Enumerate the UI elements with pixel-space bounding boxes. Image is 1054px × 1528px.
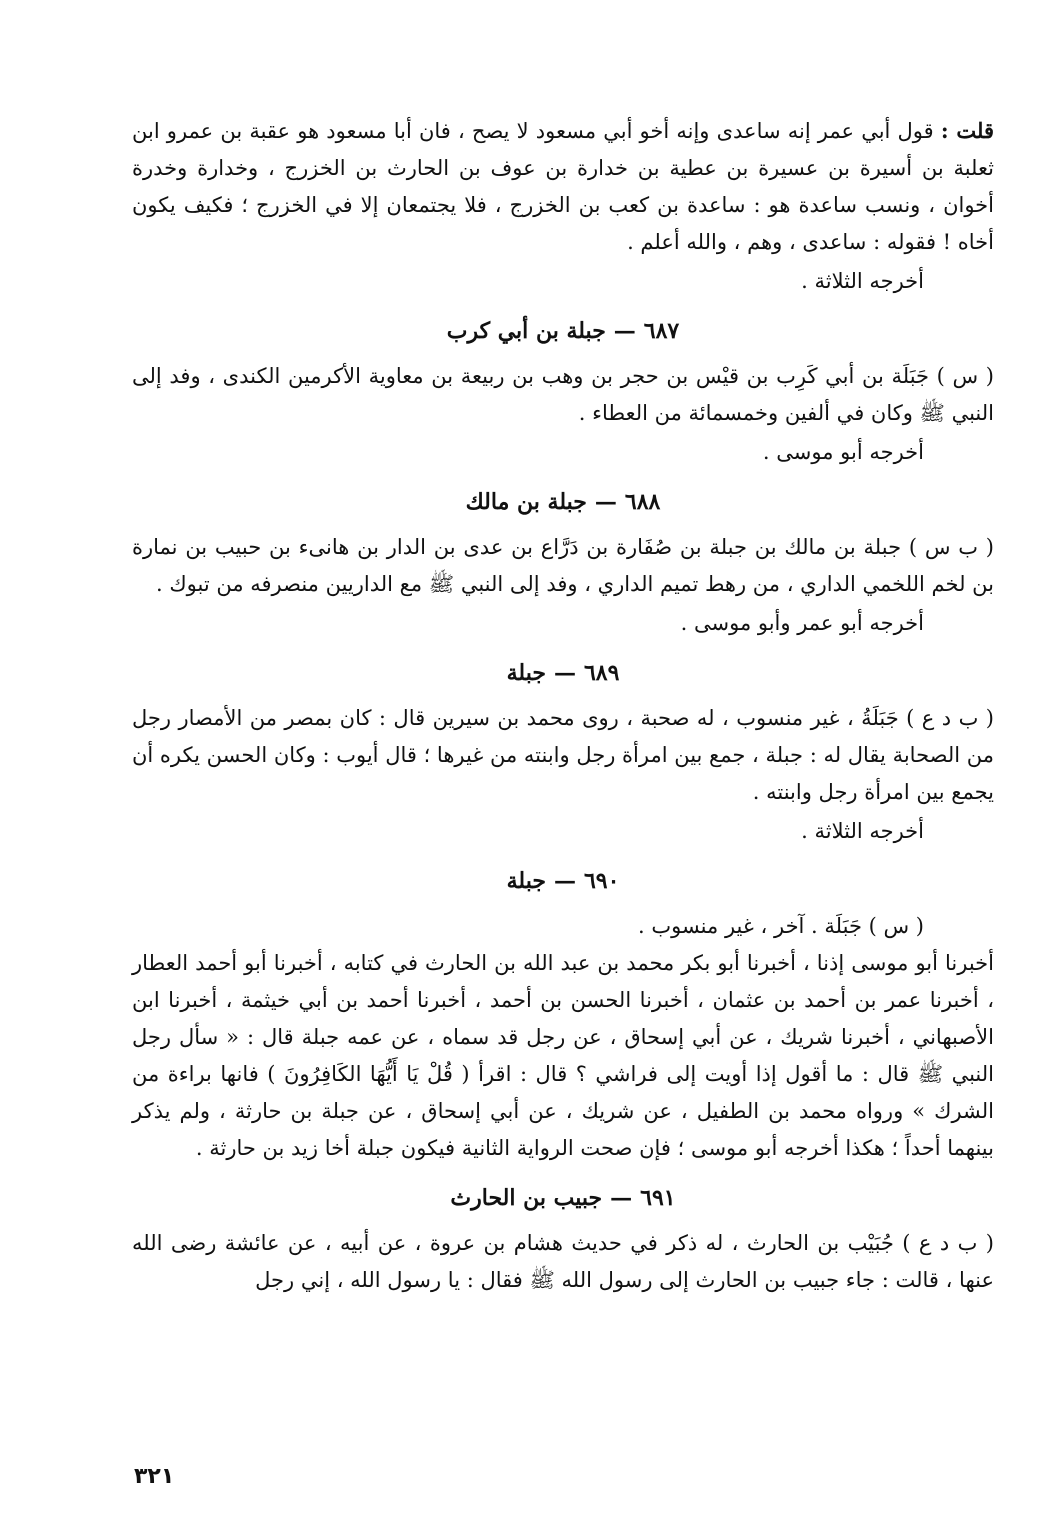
intro-lead: قلت : [940,118,994,143]
entry-number: ٦٨٧ [643,318,680,344]
entry-name: جبلة [506,868,546,894]
entry-number: ٦٩٠ [583,868,620,894]
entry-687 [132,318,994,471]
intro-text: قول أبي عمر إنه ساعدى وإنه أخو أبي مسعود لا يصح ، فان أبا مسعود هو عقبة بن عمرو ابن ثعلبة بن أسيرة بن عسيرة بن عطية بن خدارة بن عوف بن الحارث بن الخزرج ، وخدارة وخدرة أخوان ، ونسب ساعدة هو : ساعدة بن كعب بن الخزرج ، فلا يجتمعان إلا في الخزرج ؛ فكيف يكون أخاه ! فقوله : ساعدى ، وهم ، والله أعلم . [132,119,994,254]
page-number: ٣٢١ [134,1464,175,1489]
entry-number: ٦٨٨ [624,489,661,515]
entry-heading: ٦٨٨—جبلة بن مالك [465,489,661,515]
entry-heading: ٦٩١—جبيب بن الحارث [450,1185,676,1211]
entry-689 [132,660,994,850]
page-content [132,112,994,1299]
intro-paragraph [132,112,994,261]
entry-heading: ٦٨٧—جبلة بن أبي كرب [446,318,680,344]
entry-691 [132,1185,994,1299]
entry-closing: أخرجه الثلاثة . [801,819,924,843]
entry-lead-line: ( س ) جَبَلَة . آخر ، غير منسوب . [637,914,924,938]
intro-closing: أخرجه الثلاثة . [801,269,924,293]
entry-body: ( ب د ع ) جَبَلَةُ ، غير منسوب ، له صحبة ، روى محمد بن سيرين قال : كان بمصر من الأمصار رجل من الصحابة يقال له : جبلة ، جمع بين امرأة رجل وابنته من غيرها ؛ قال أيوب : وكان الحسن يكره أن يجمع بين امرأة رجل وابنته . [132,706,994,804]
entry-body: ( ب د ع ) جُبَيْب بن الحارث ، له ذكر في حديث هشام بن عروة ، عن أبيه ، عن عائشة رضى الله عنها ، قالت : جاء جبيب بن الحارث إلى رسول الله ﷺ فقال : يا رسول الله ، إني رجل [132,1231,994,1292]
entry-body: أخبرنا أبو موسى إذنا ، أخبرنا أبو بكر محمد بن عبد الله بن الحارث في كتابه ، أخبرنا أبو أحمد العطار ، أخبرنا عمر بن أحمد بن عثمان ، أخبرنا الحسن بن أحمد ، أخبرنا أحمد بن أبي خيثمة ، أخبرنا ابن الأصبهاني ، أخبرنا شريك ، عن أبي إسحاق ، عن رجل قد سماه ، عن عمه جبلة قال : « سأل رجل النبي ﷺ قال : ما أقول إذا أويت إلى فراشي ؟ قال : اقرأ ( قُلْ يَا أَيُّهَا الكَافِرُونَ ) فانها براءة من الشرك » ورواه محمد بن الطفيل ، عن شريك ، عن أبي إسحاق ، عن جبلة بن حارثة ، ولم يذكر بينهما أحداً ؛ هكذا أخرجه أبو موسى ؛ فإن صحت الرواية الثانية فيكون جبلة أخا زيد بن حارثة . [132,951,994,1160]
entry-closing: أخرجه أبو موسى . [762,440,924,464]
entry-body: ( س ) جَبَلَة بن أبي كَرِب بن قيْس بن حجر بن وهب بن ربيعة بن معاوية الأكرمين الكندى ، وفد إلى النبي ﷺ وكان في ألفين وخمسمائة من العطاء . [132,364,994,425]
entry-heading: ٦٨٩—جبلة [506,660,620,686]
entry-name: جبلة بن مالك [465,489,587,515]
entry-688 [132,489,994,642]
entry-name: جبلة بن أبي كرب [446,318,606,344]
entry-closing: أخرجه أبو عمر وأبو موسى . [680,611,924,635]
entry-number: ٦٩١ [640,1185,676,1211]
entry-body: ( ب س ) جبلة بن مالك بن جبلة بن صُفَارة بن دَرَّاع بن عدى بن الدار بن هانىء بن حبيب بن نمارة بن لخم اللخمي الداري ، من رهط تميم الداري ، وفد إلى النبي ﷺ مع الداريين منصرفه من تبوك . [132,535,994,596]
entry-690 [132,868,994,1167]
entry-name: جبلة [506,660,546,686]
entry-name: جبيب بن الحارث [450,1185,603,1211]
intro-block [132,112,994,300]
entry-heading: ٦٩٠—جبلة [506,868,620,894]
entry-number: ٦٨٩ [583,660,620,686]
